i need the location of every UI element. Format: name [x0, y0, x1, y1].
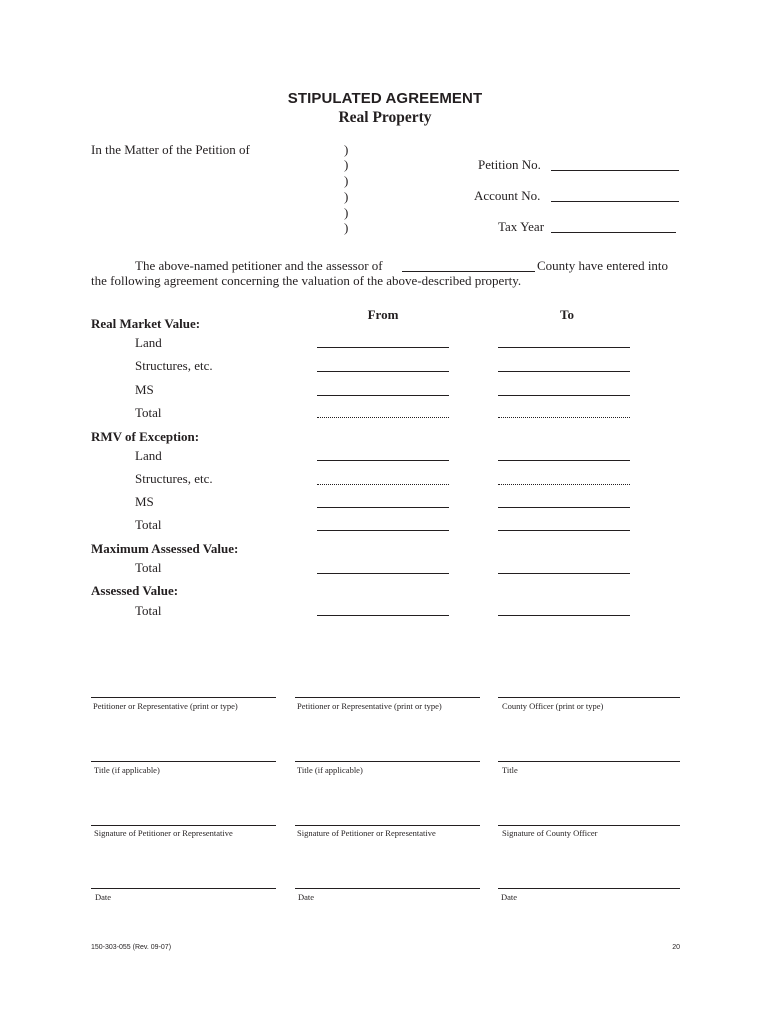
- form-number: 150-303-055 (Rev. 09-07): [91, 944, 172, 951]
- signature-caption: Signature of County Officer: [502, 828, 598, 838]
- section-heading-max-assessed-value: Maximum Assessed Value:: [91, 541, 239, 556]
- signature-caption: Date: [95, 892, 112, 902]
- exception-structures-from-field[interactable]: [317, 484, 449, 485]
- county-field[interactable]: [402, 271, 535, 272]
- section-heading-real-market-value: Real Market Value:: [91, 316, 201, 331]
- exception-ms-to-field[interactable]: [498, 507, 630, 508]
- matter-label: In the Matter of the Petition of: [91, 142, 250, 157]
- exception-land-from-field[interactable]: [317, 460, 449, 461]
- column-header-from: From: [367, 307, 399, 322]
- signature-caption: Date: [501, 892, 518, 902]
- rmv-structures-from-field[interactable]: [317, 371, 449, 372]
- exception-total-to-field[interactable]: [498, 530, 630, 531]
- signature-caption: Petitioner or Representative (print or type): [297, 701, 442, 711]
- paren: ): [344, 205, 349, 220]
- petition-no-field[interactable]: [551, 170, 679, 171]
- petitioner-title-field[interactable]: [91, 761, 276, 762]
- item-label-ms: MS: [135, 382, 154, 397]
- county-officer-date-field[interactable]: [498, 888, 680, 889]
- petitioner-name-field[interactable]: [295, 697, 480, 698]
- signature-caption: Title (if applicable): [297, 765, 363, 775]
- item-label-structures: Structures, etc.: [135, 358, 213, 373]
- petitioner-signature-field[interactable]: [91, 825, 276, 826]
- petitioner-date-field[interactable]: [295, 888, 480, 889]
- mav-total-from-field[interactable]: [317, 573, 449, 574]
- column-header-to: To: [560, 307, 574, 322]
- rmv-ms-to-field[interactable]: [498, 395, 630, 396]
- paren: ): [344, 157, 349, 172]
- county-officer-title-field[interactable]: [498, 761, 680, 762]
- mav-total-to-field[interactable]: [498, 573, 630, 574]
- paren: ): [344, 189, 349, 204]
- av-total-to-field[interactable]: [498, 615, 630, 616]
- paren: ): [344, 220, 349, 235]
- item-label-ms: MS: [135, 494, 154, 509]
- page-number: 20: [672, 944, 680, 951]
- petition-no-label: Petition No.: [478, 157, 541, 172]
- item-label-total: Total: [135, 603, 162, 618]
- section-heading-rmv-exception: RMV of Exception:: [91, 429, 200, 444]
- petitioner-name-field[interactable]: [91, 697, 276, 698]
- county-officer-name-field[interactable]: [498, 697, 680, 698]
- paren: ): [344, 142, 349, 157]
- exception-ms-from-field[interactable]: [317, 507, 449, 508]
- exception-structures-to-field[interactable]: [498, 484, 630, 485]
- signature-caption: County Officer (print or type): [502, 701, 604, 711]
- signature-caption: Title: [502, 765, 518, 775]
- county-officer-signature-field[interactable]: [498, 825, 680, 826]
- signature-caption: Signature of Petitioner or Representative: [94, 828, 233, 838]
- petitioner-signature-field[interactable]: [295, 825, 480, 826]
- intro-text-part1: The above-named petitioner and the assessor of: [135, 258, 383, 273]
- exception-land-to-field[interactable]: [498, 460, 630, 461]
- signature-caption: Date: [298, 892, 315, 902]
- rmv-ms-from-field[interactable]: [317, 395, 449, 396]
- tax-year-field[interactable]: [551, 232, 676, 233]
- item-label-total: Total: [135, 560, 162, 575]
- rmv-land-to-field[interactable]: [498, 347, 630, 348]
- item-label-land: Land: [135, 335, 162, 350]
- signature-caption: Petitioner or Representative (print or type): [93, 701, 238, 711]
- rmv-total-from-field[interactable]: [317, 417, 449, 418]
- petitioner-date-field[interactable]: [91, 888, 276, 889]
- intro-text-part2: County have entered into: [537, 258, 669, 273]
- signature-caption: Title (if applicable): [94, 765, 160, 775]
- rmv-structures-to-field[interactable]: [498, 371, 630, 372]
- tax-year-label: Tax Year: [498, 219, 545, 234]
- form-subtitle: Real Property: [338, 109, 432, 126]
- item-label-total: Total: [135, 405, 162, 420]
- item-label-total: Total: [135, 517, 162, 532]
- item-label-structures: Structures, etc.: [135, 471, 213, 486]
- rmv-total-to-field[interactable]: [498, 417, 630, 418]
- rmv-land-from-field[interactable]: [317, 347, 449, 348]
- item-label-land: Land: [135, 448, 162, 463]
- form-title: STIPULATED AGREEMENT: [287, 90, 483, 107]
- section-heading-assessed-value: Assessed Value:: [91, 583, 179, 598]
- signature-caption: Signature of Petitioner or Representative: [297, 828, 436, 838]
- account-no-field[interactable]: [551, 201, 679, 202]
- av-total-from-field[interactable]: [317, 615, 449, 616]
- exception-total-from-field[interactable]: [317, 530, 449, 531]
- intro-text-line2: the following agreement concerning the valuation of the above-described property.: [91, 273, 522, 288]
- account-no-label: Account No.: [474, 188, 541, 203]
- petitioner-title-field[interactable]: [295, 761, 480, 762]
- paren: ): [344, 173, 349, 188]
